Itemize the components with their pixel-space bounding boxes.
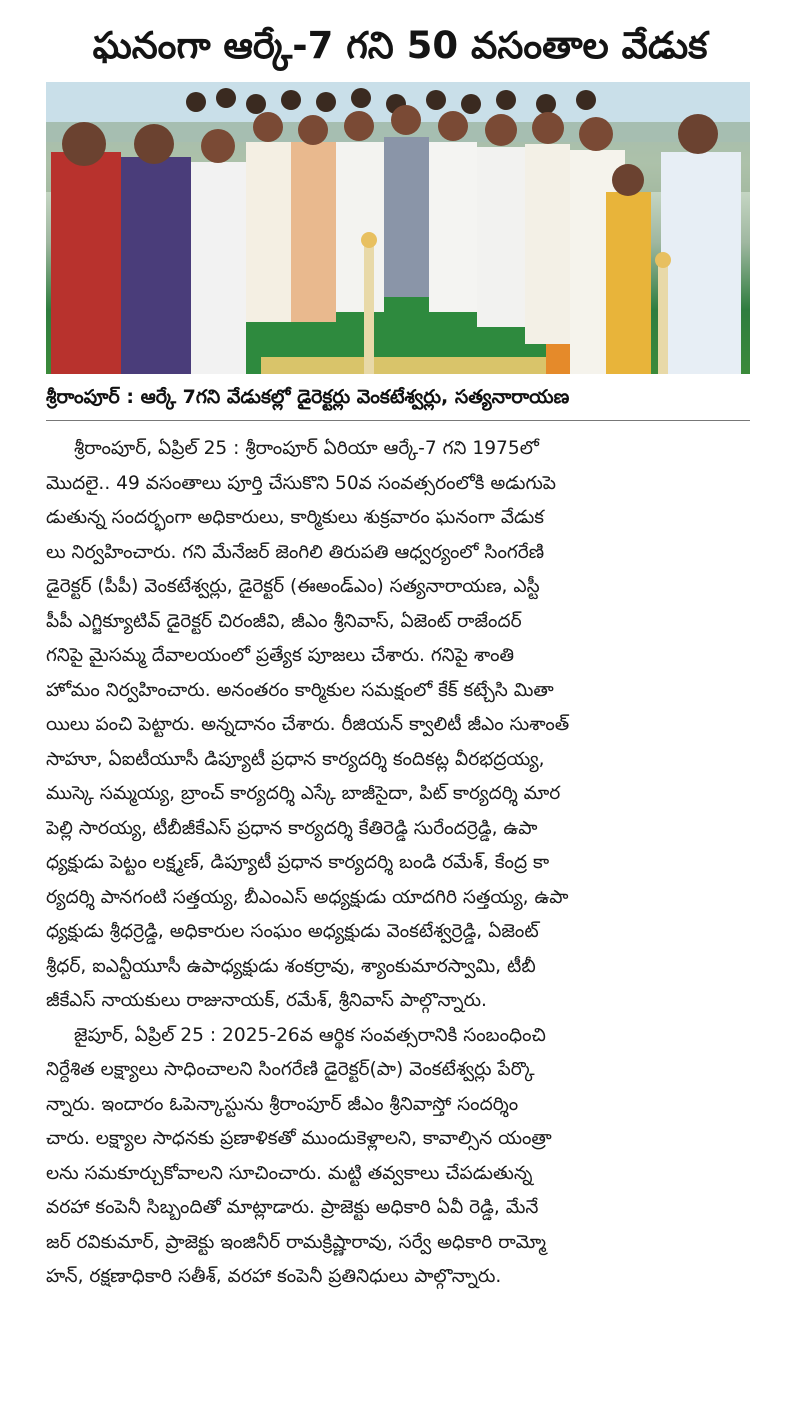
paragraph1-line: ర్యదర్శి పానగంటి సత్తయ్య, బీఎంఎస్ అధ్యక్షుడు యాదగిరి సత్తయ్య, ఉపా — [46, 886, 569, 908]
paragraph1-line: ముస్కె సమ్మయ్య, బ్రాంచ్ కార్యదర్శి ఎస్కే బాజీసైదా, పిట్ కార్యదర్శి మార — [46, 783, 561, 804]
paragraph1-line: శ్రీరాంపూర్, ఏప్రిల్ 25 : శ్రీరాంపూర్ ఏరియా ఆర్కే-7 గని 1975లో — [74, 438, 539, 459]
paragraph1-line: మొదలై.. 49 వసంతాలు పూర్తి చేసుకొని 50వ సంవత్సరంలోకి అడుగుపె — [46, 472, 556, 494]
article-body — [46, 432, 752, 1295]
paragraph1-line: గనిపై మైసమ్మ దేవాలయంలో ప్రత్యేక పూజలు చేశారు. గనిపై శాంతి — [46, 645, 515, 666]
caption-divider — [46, 420, 750, 421]
paragraph1-line: డుతున్న సందర్భంగా అధికారులు, కార్మికులు శుక్రవారం ఘనంగా వేడుక — [46, 507, 544, 528]
group-photo-illustration — [46, 82, 750, 374]
paragraph1-line: లు నిర్వహించారు. గని మేనేజర్ జెంగిలి తిరుపతి ఆధ్వర్యంలో సింగరేణి — [46, 541, 545, 563]
paragraph1-line: జీకేఎస్ నాయకులు రాజునాయక్, రమేశ్, శ్రీనివాస్ పాల్గొన్నారు. — [46, 990, 487, 1011]
paragraph1-line: ధ్యక్షుడు పెట్టం లక్ష్మణ్, డిప్యూటీ ప్రధాన కార్యదర్శి బండి రమేశ్, కేంద్ర కా — [46, 852, 550, 873]
paragraph2-line: న్నారు. ఇందారం ఓపెన్కాస్టును శ్రీరాంపూర్ జీఎం శ్రీనివాస్తో సందర్శిం — [46, 1093, 519, 1115]
paragraph2-line: జైపూర్, ఏప్రిల్ 25 : 2025-26వ ఆర్థిక సంవత్సరానికి సంబంధించి — [74, 1024, 546, 1046]
paragraph1-line: యిలు పంచి పెట్టారు. అన్నదానం చేశారు. రీజియన్ క్వాలిటీ జీఎం సుశాంత్ — [46, 714, 570, 735]
paragraph2-line: హన్, రక్షణాధికారి సతీశ్, వరహా కంపెనీ ప్రతినిధులు పాల్గొన్నారు. — [46, 1266, 502, 1287]
photo-caption: శ్రీరాంపూర్ : ఆర్కే 7గని వేడుకల్లో డైరెక్టర్లు వెంకటేశ్వర్లు, సత్యనారాయణ — [46, 386, 570, 408]
news-photo — [46, 82, 750, 374]
paragraph2-line: లను సమకూర్చుకోవాలని సూచించారు. మట్టి తవ్వకాలు చేపడుతున్న — [46, 1162, 533, 1184]
paragraph1-line: పీపీ ఎగ్జిక్యూటివ్ డైరెక్టర్ చిరంజీవి, జీఎం శ్రీనివాస్, ఏజెంట్ రాజేందర్ — [46, 610, 522, 632]
paragraph1-line: పెల్లి సారయ్య, టీబీజీకేఎస్ ప్రధాన కార్యదర్శి కేతిరెడ్డి సురేందర్రెడ్డి, ఉపా — [46, 817, 538, 839]
paragraph1-line: సాహూ, ఏఐటీయూసీ డిప్యూటీ ప్రధాన కార్యదర్శి కందికట్ల వీరభద్రయ్య, — [46, 748, 545, 770]
paragraph1-line: శ్రీధర్, ఐఎన్టీయూసీ ఉపాధ్యక్షుడు శంకర్రావు, శ్యాంకుమారస్వామి, టీబీ — [46, 955, 536, 977]
paragraph1-line: డైరెక్టర్ (పీపీ) వెంకటేశ్వర్లు, డైరెక్టర్ (ఈఅండ్ఎం) సత్యనారాయణ, ఎస్టీ — [46, 576, 540, 597]
paragraph1-line: హోమం నిర్వహించారు. అనంతరం కార్మికుల సమక్షంలో కేక్ కట్చేసి మితా — [46, 679, 554, 701]
article-headline: ఘనంగా ఆర్కే-7 గని 50 వసంతాల వేడుక — [92, 24, 708, 67]
paragraph2-line: నిర్దేశిత లక్ష్యాలు సాధించాలని సింగరేణి డైరెక్టర్(పా) వెంకటేశ్వర్లు పేర్కొ — [46, 1059, 535, 1080]
paragraph1-line: ధ్యక్షుడు శ్రీధర్రెడ్డి, అధికారుల సంఘం అధ్యక్షుడు వెంకటేశ్వర్రెడ్డి, ఏజెంట్ — [46, 921, 539, 942]
paragraph2-line: వరహా కంపెనీ సిబ్బందితో మాట్లాడారు. ప్రాజెక్టు అధికారి ఏవీ రెడ్డి, మేనే — [46, 1197, 539, 1218]
paragraph2-line: చారు. లక్ష్యాల సాధనకు ప్రణాళికతో ముందుకెళ్లాలని, కావాల్సిన యంత్రా — [46, 1128, 552, 1149]
paragraph2-line: జర్ రవికుమార్, ప్రాజెక్టు ఇంజినీర్ రామక్రిష్ణారావు, సర్వే అధికారి రామ్మో — [46, 1231, 547, 1253]
previous-article-cutoff — [0, 0, 800, 14]
